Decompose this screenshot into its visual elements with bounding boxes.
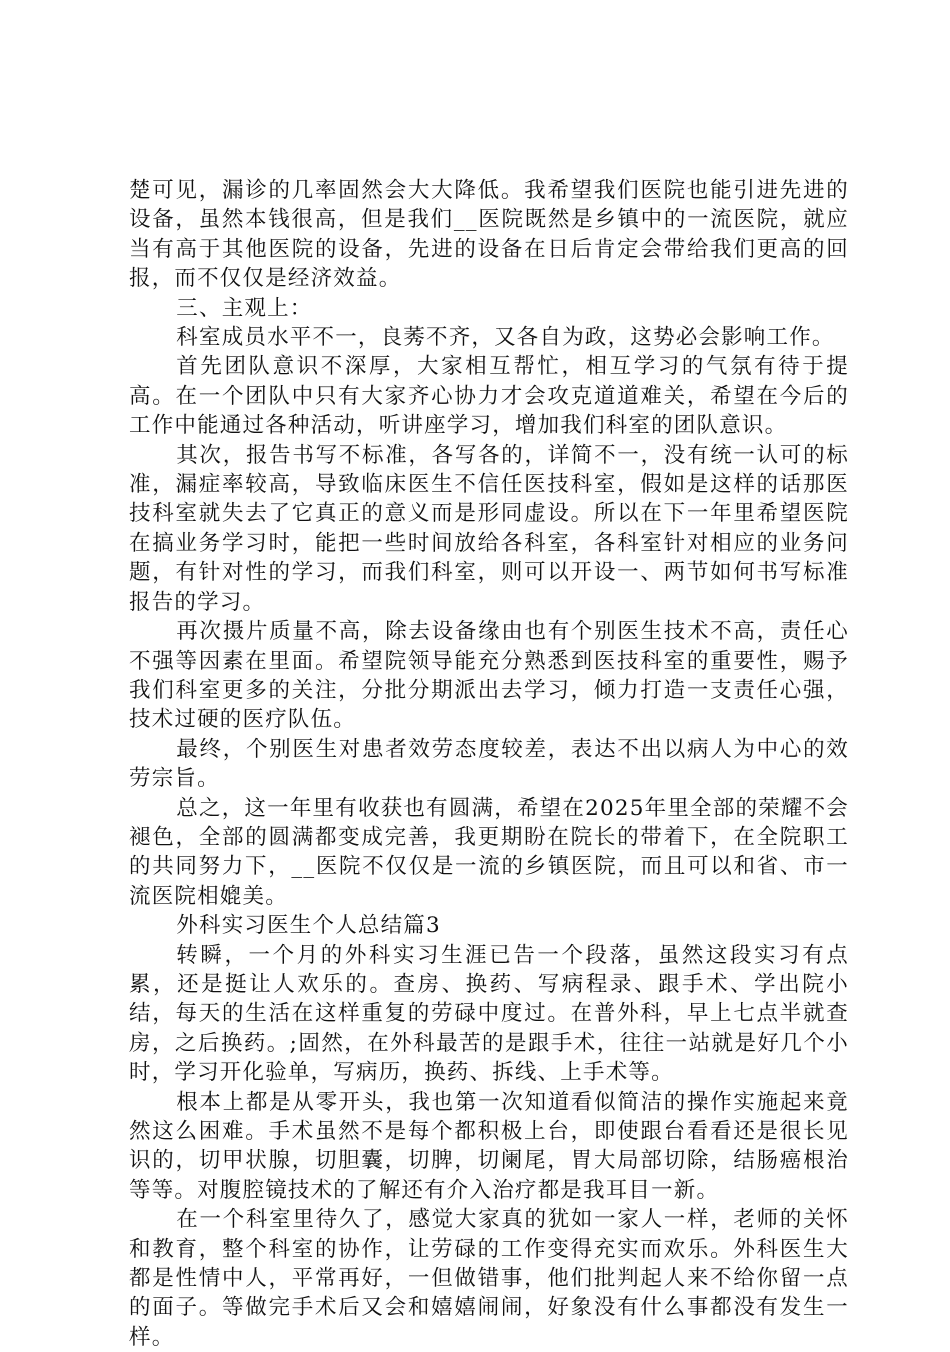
paragraph-10: 在一个科室里待久了，感觉大家真的犹如一家人一样，老师的关怀和教育，整个科室的协作，让劳碌的工作变得充实而欢乐。外科医生大都是性情中人，平常再好，一但做错事，他们批判起人来不给你留一点的面子。等做完手术后又会和嬉嬉闹闹，好象没有什么事都没有发生一样。: [129, 1207, 849, 1350]
paragraph-4: 其次，报告书写不标准，各写各的，详简不一，没有统一认可的标准，漏症率较高，导致临床医生不信任医技科室，假如是这样的话那医技科室就失去了它真正的意义而是形同虚设。所以在下一年里希望医院在搞业务学习时，能把一些时间放给各科室，各科室针对相应的业务问题，有针对性的学习，而我们科室，则可以开设一、两节如何书写标准报告的学习。: [129, 442, 849, 615]
document-body: [129, 176, 849, 1352]
paragraph-6: 最终，个别医生对患者效劳态度较差，表达不出以病人为中心的效劳宗旨。: [129, 736, 849, 792]
paragraph-5: 再次摄片质量不高，除去设备缘由也有个别医生技术不高，责任心不强等因素在里面。希望院领导能充分熟悉到医技科室的重要性，赐予我们科室更多的关注，分批分期派出去学习，倾力打造一支责任心强，技术过硬的医疗队伍。: [129, 619, 849, 733]
section-heading-subjective: 三、主观上：: [176, 295, 313, 321]
section-title-part-3: 外科实习医生个人总结篇3: [176, 913, 441, 939]
paragraph-2: 科室成员水平不一，良莠不齐，又各自为政，这势必会影响工作。: [176, 325, 835, 351]
paragraph-8: 转瞬，一个月的外科实习生涯已告一个段落，虽然这段实习有点累，还是挺让人欢乐的。查房、换药、写病程录、跟手术、学出院小结，每天的生活在这样重复的劳碌中度过。在普外科，早上七点半就查房，之后换药。;固然，在外科最苦的是跟手术，往往一站就是好几个小时，学习开化验单，写病历，换药、拆线、上手术等。: [129, 942, 849, 1086]
paragraph-1: 楚可见，漏诊的几率固然会大大降低。我希望我们医院也能引进先进的设备，虽然本钱很高，但是我们__医院既然是乡镇中的一流医院，就应当有高于其他医院的设备，先进的设备在日后肯定会带给我们更高的回报，而不仅仅是经济效益。: [129, 178, 849, 292]
paragraph-9: 根本上都是从零开头，我也第一次知道看似简洁的操作实施起来竟然这么困难。手术虽然不是每个都积极上台，即使跟台看看还是很长见识的，切甲状腺，切胆囊，切脾，切阑尾，胃大局部切除，结肠癌根治等等。对腹腔镜技术的了解还有介入治疗都是我耳目一新。: [129, 1089, 849, 1203]
paragraph-3: 首先团队意识不深厚，大家相互帮忙，相互学习的气氛有待于提高。在一个团队中只有大家齐心协力才会攻克道道难关，希望在今后的工作中能通过各种活动，听讲座学习，增加我们科室的团队意识。: [129, 354, 849, 439]
paragraph-7: 总之，这一年里有收获也有圆满，希望在2025年里全部的荣耀不会褪色，全部的圆满都变成完善，我更期盼在院长的带着下，在全院职工的共同努力下，__医院不仅仅是一流的乡镇医院，而且可以和省、市一流医院相媲美。: [129, 795, 849, 909]
